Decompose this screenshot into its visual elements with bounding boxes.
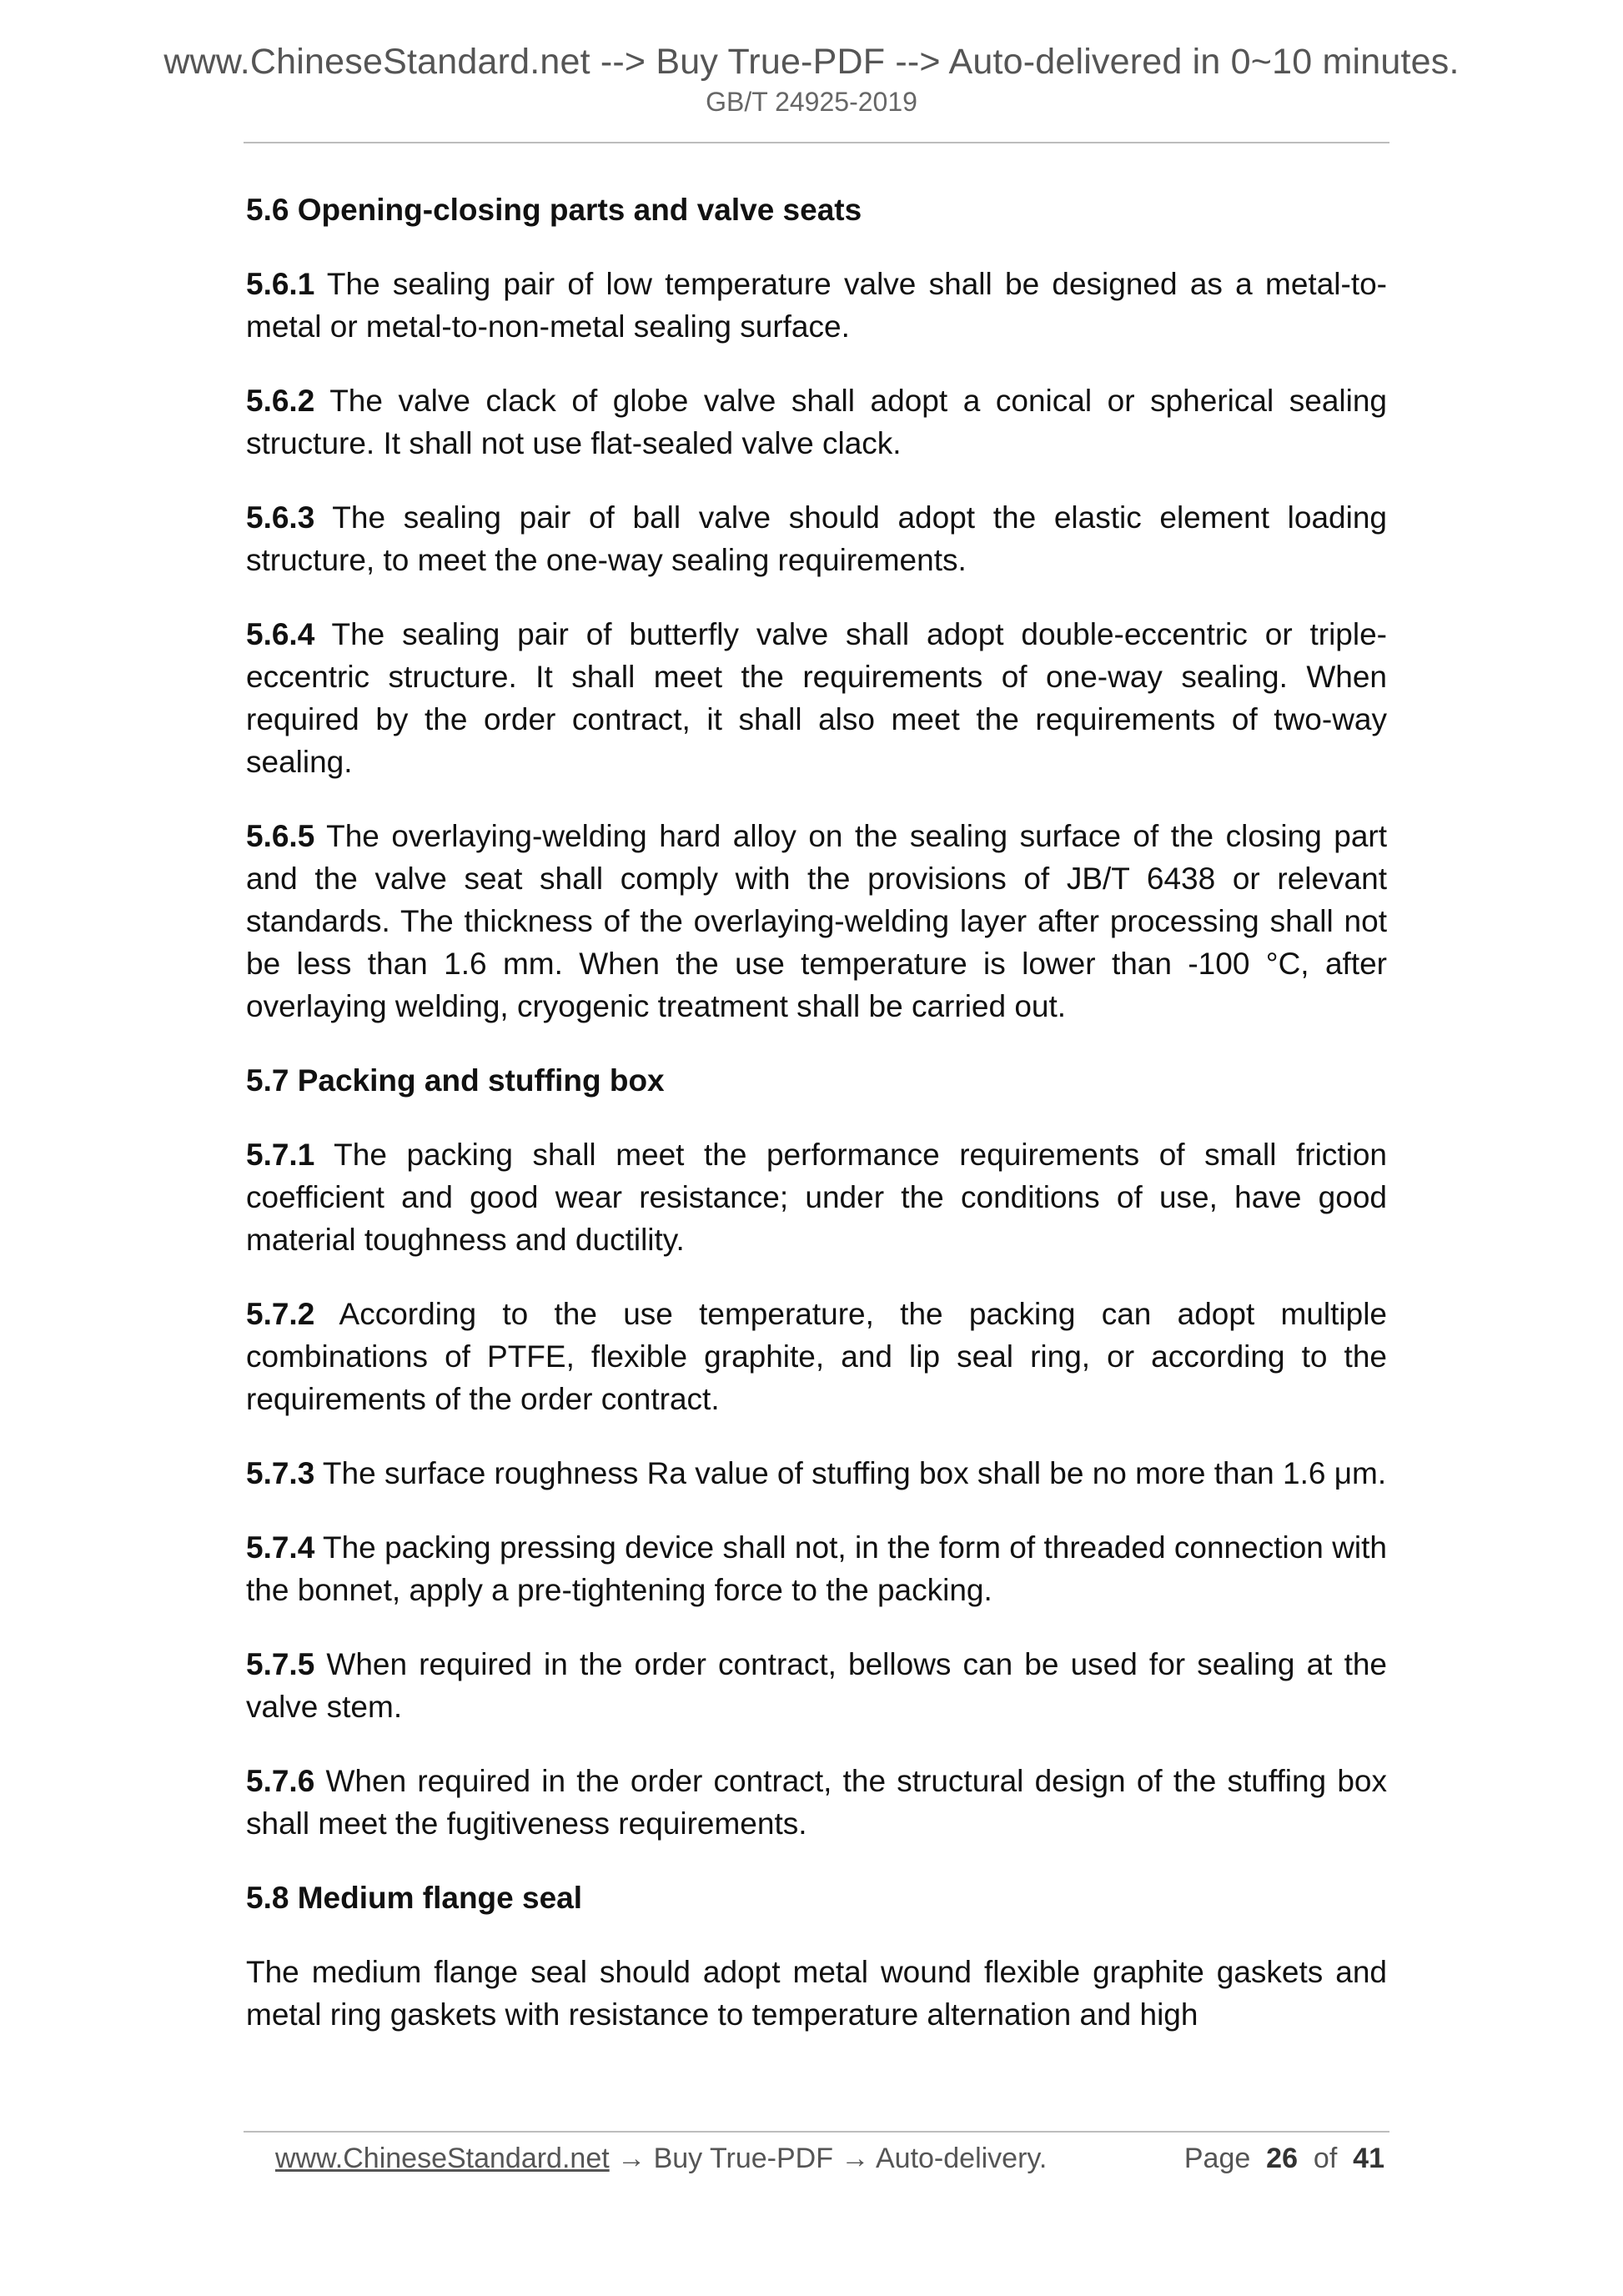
clause-number: 5.6.3 <box>246 500 315 535</box>
section-heading-5-8: 5.8 Medium flange seal <box>246 1881 583 1915</box>
clause-number: 5.7.2 <box>246 1297 315 1331</box>
clause-number: 5.6.1 <box>246 267 315 301</box>
clause-text: According to the use temperature, the packing can adopt multiple combinations of PTFE, flexible graphite, and lip seal ring, or according to the requirements of the order contract. <box>246 1297 1387 1416</box>
clause-5-6-1 <box>246 263 1387 348</box>
clause-5-7-5 <box>246 1643 1387 1728</box>
footer-divider <box>244 2131 1389 2133</box>
clause-5-7-3 <box>246 1452 1387 1495</box>
clause-text: The surface roughness Ra value of stuffing box shall be no more than 1.6 μm. <box>314 1456 1387 1490</box>
clause-text: The packing shall meet the performance requirements of small friction coefficient and good wear resistance; under the conditions of use, have good material toughness and ductility. <box>246 1138 1387 1257</box>
document-body <box>246 188 1387 2067</box>
clause-5-7-6 <box>246 1760 1387 1845</box>
clause-text: The valve clack of globe valve shall adopt a conical or spherical sealing structure. It shall not use flat-sealed valve clack. <box>246 384 1387 460</box>
page-label: Page <box>1183 2143 1251 2174</box>
footer-promo-text: → Buy True-PDF → Auto-delivery. <box>609 2143 1048 2174</box>
clause-number: 5.7.3 <box>246 1456 315 1490</box>
page-current: 26 <box>1266 2143 1298 2174</box>
footer-promo <box>275 2138 1047 2178</box>
page-indicator <box>1184 2138 1384 2178</box>
clause-number: 5.7.5 <box>246 1647 315 1681</box>
clause-number: 5.7.1 <box>246 1138 315 1172</box>
clause-text: When required in the order contract, the structural design of the stuffing box shall meet the fugitiveness requirements. <box>246 1764 1387 1841</box>
clause-5-8-body: The medium flange seal should adopt metal wound flexible graphite gaskets and metal ring gaskets with resistance to temperature alternation and high <box>246 1955 1387 2032</box>
clause-text: When required in the order contract, bellows can be used for sealing at the valve stem. <box>246 1647 1387 1724</box>
clause-number: 5.6.4 <box>246 617 315 651</box>
clause-5-7-2 <box>246 1293 1387 1420</box>
section-heading-5-7: 5.7 Packing and stuffing box <box>246 1063 665 1098</box>
clause-5-7-1 <box>246 1133 1387 1261</box>
clause-text: The overlaying-welding hard alloy on the sealing surface of the closing part and the valve seat shall comply with the provisions of JB/T 6438 or relevant standards. The thickness of the overlaying-welding layer after processing shall not be less than 1.6 mm. When the use temperature is lower than -100 °C, after overlaying welding, cryogenic treatment shall be carried out. <box>246 819 1387 1023</box>
clause-5-6-2 <box>246 379 1387 465</box>
clause-5-6-4 <box>246 613 1387 783</box>
clause-text: The packing pressing device shall not, in the form of threaded connection with the bonnet, apply a pre-tightening force to the packing. <box>246 1530 1387 1607</box>
footer-site-link[interactable]: www.ChineseStandard.net <box>275 2143 610 2174</box>
clause-text: The sealing pair of butterfly valve shall adopt double-eccentric or triple-eccentric structure. It shall meet the requirements of one-way sealing. When required by the order contract, it shall also meet the requirements of two-way sealing. <box>246 617 1387 779</box>
clause-number: 5.6.5 <box>246 819 315 853</box>
clause-number: 5.6.2 <box>246 384 315 418</box>
clause-text: The sealing pair of low temperature valve shall be designed as a metal-to-metal or metal-to-non-metal sealing surface. <box>246 267 1387 344</box>
clause-number: 5.7.6 <box>246 1764 315 1798</box>
clause-text: The sealing pair of ball valve should adopt the elastic element loading structure, to meet the one-way sealing requirements. <box>246 500 1387 577</box>
clause-5-6-3 <box>246 496 1387 581</box>
header-divider <box>244 142 1389 143</box>
page-of-label: of <box>1313 2143 1338 2174</box>
clause-5-6-5 <box>246 815 1387 1027</box>
page-total: 41 <box>1353 2143 1384 2174</box>
standard-code: GB/T 24925-2019 <box>706 87 917 117</box>
clause-number: 5.7.4 <box>246 1530 315 1565</box>
header-banner[interactable]: www.ChineseStandard.net --> Buy True-PDF --> Auto-delivered in 0~10 minutes. <box>163 42 1460 82</box>
clause-5-7-4 <box>246 1526 1387 1611</box>
section-heading-5-6: 5.6 Opening-closing parts and valve seats <box>246 193 862 227</box>
